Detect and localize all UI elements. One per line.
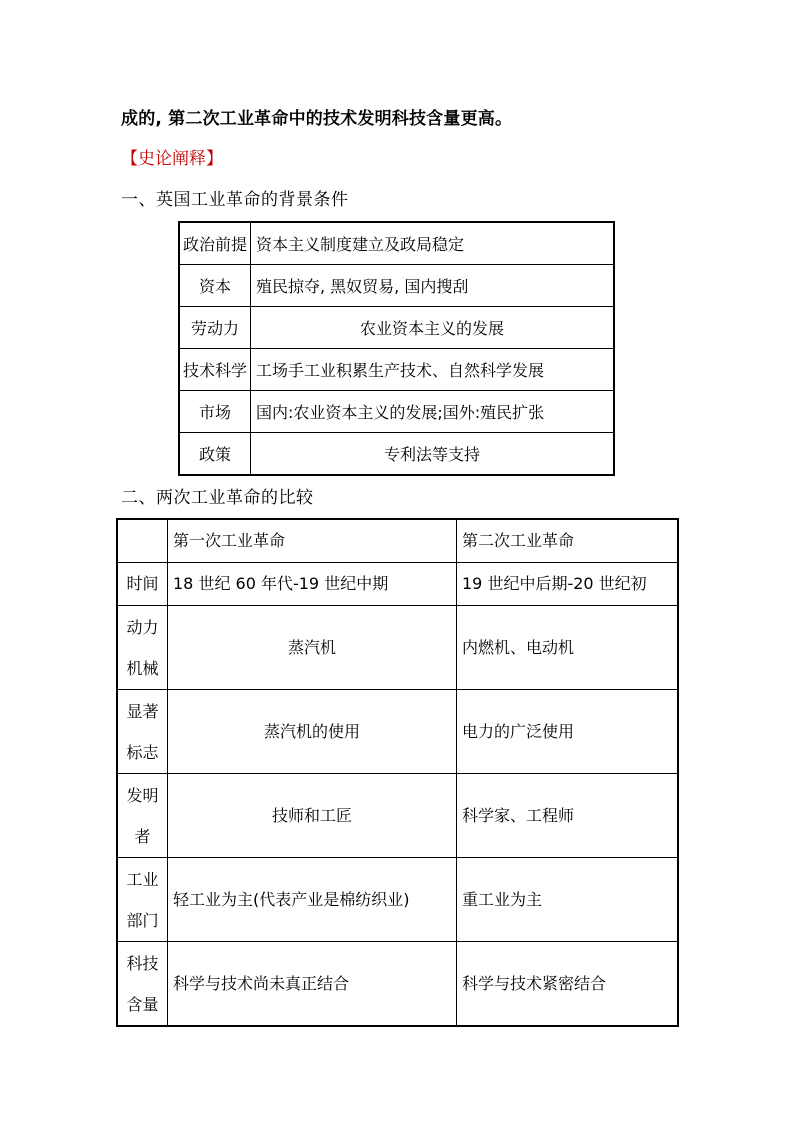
row-label-line: 显著	[126, 701, 159, 721]
first-value: 轻工业为主(代表产业是棉纺织业)	[168, 858, 457, 942]
row-label-line: 者	[134, 826, 151, 846]
comparison-table	[116, 518, 679, 1027]
background-conditions-table	[178, 221, 615, 476]
table-header-row	[117, 519, 678, 563]
row-label	[117, 942, 168, 1027]
row-label-line: 发明	[126, 785, 159, 805]
row-label: 劳动力	[179, 307, 251, 349]
row-value: 国内:农业资本主义的发展;国外:殖民扩张	[251, 391, 615, 433]
section2-title: 二、两次工业革命的比较	[121, 488, 314, 508]
table-row	[179, 349, 614, 391]
header-empty	[117, 519, 168, 563]
row-value: 农业资本主义的发展	[251, 307, 615, 349]
first-value: 蒸汽机	[168, 606, 457, 690]
header-second: 第二次工业革命	[457, 519, 679, 563]
second-value: 内燃机、电动机	[457, 606, 679, 690]
table-row	[179, 307, 614, 349]
row-label-line: 动力	[126, 617, 159, 637]
header-first: 第一次工业革命	[168, 519, 457, 563]
row-label-line: 科技	[126, 953, 159, 973]
row-value: 专利法等支持	[251, 433, 615, 476]
table-row	[179, 265, 614, 307]
table-row	[117, 563, 678, 606]
row-label: 时间	[117, 563, 168, 606]
second-value: 重工业为主	[457, 858, 679, 942]
row-label	[117, 606, 168, 690]
row-label	[117, 774, 168, 858]
row-label: 资本	[179, 265, 251, 307]
first-value: 科学与技术尚未真正结合	[168, 942, 457, 1027]
row-label: 政治前提	[179, 222, 251, 265]
row-value: 殖民掠夺, 黑奴贸易, 国内搜刮	[251, 265, 615, 307]
row-label: 市场	[179, 391, 251, 433]
second-value: 科学家、工程师	[457, 774, 679, 858]
table-row	[179, 222, 614, 265]
table-row	[117, 858, 678, 942]
row-label-line: 含量	[126, 994, 159, 1014]
table-row	[179, 391, 614, 433]
row-label-line: 工业	[126, 869, 159, 889]
row-value: 工场手工业积累生产技术、自然科学发展	[251, 349, 615, 391]
first-value: 蒸汽机的使用	[168, 690, 457, 774]
second-value: 电力的广泛使用	[457, 690, 679, 774]
row-label-line: 部门	[126, 910, 159, 930]
first-value: 技师和工匠	[168, 774, 457, 858]
second-value: 19 世纪中后期-20 世纪初	[457, 563, 679, 606]
row-label	[117, 690, 168, 774]
table-row	[117, 942, 678, 1027]
table-row	[117, 690, 678, 774]
table-row	[179, 433, 614, 476]
section-heading: 【史论阐释】	[121, 149, 223, 169]
intro-text: 成的, 第二次工业革命中的技术发明科技含量更高。	[121, 109, 513, 129]
first-value: 18 世纪 60 年代-19 世纪中期	[168, 563, 457, 606]
row-label	[117, 858, 168, 942]
row-value: 资本主义制度建立及政局稳定	[251, 222, 615, 265]
row-label: 技术科学	[179, 349, 251, 391]
row-label-line: 机械	[126, 658, 159, 678]
row-label: 政策	[179, 433, 251, 476]
second-value: 科学与技术紧密结合	[457, 942, 679, 1027]
table-row	[117, 606, 678, 690]
table-row	[117, 774, 678, 858]
row-label-line: 标志	[126, 742, 159, 762]
section1-title: 一、英国工业革命的背景条件	[121, 190, 349, 210]
